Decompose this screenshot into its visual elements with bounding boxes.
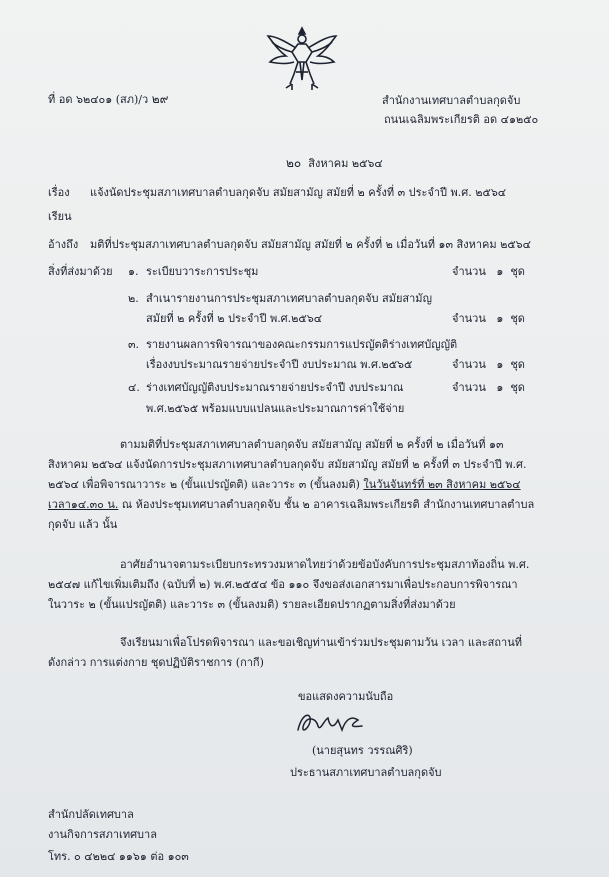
meeting-time-highlight: เวลา๑๔.๓๐ น. — [48, 498, 119, 511]
enclosure-qty-3: จำนวน ๑ ชุด — [452, 358, 525, 371]
enclosure-line-2a: สำเนารายงานการประชุมสภาเทศบาลตำบลกุดจับ สมัยสามัญ — [146, 292, 432, 305]
enclosure-qty-1: จำนวน ๑ ชุด — [452, 265, 525, 278]
body-p1-line-5: กุดจับ แล้ว นั้น — [48, 518, 118, 531]
body-p1-line-1: ตามมติที่ประชุมสภาเทศบาลตำบลกุดจับ สมัยสามัญ สมัยที่ ๒ ครั้งที่ ๒ เมื่อวันที่ ๑๓ — [120, 438, 504, 451]
body-p3-line-2: ดังกล่าว การแต่งกาย ชุดปฏิบัติราชการ (กากี) — [48, 656, 264, 669]
enclosure-line-3a: รายงานผลการพิจารณาของคณะกรรมการแปรญัตติร่างเทศบัญญัติ — [146, 338, 458, 351]
body-p2-line-3: ในวาระ ๒ (ขั้นแปรญัตติ) และวาระ ๓ (ขั้นลงมติ) รายละเอียดปรากฏตามสิ่งที่ส่งมาด้วย — [48, 598, 456, 611]
enclosure-line-2b: สมัยที่ ๒ ครั้งที่ ๒ ประจำปี พ.ศ.๒๕๖๔ — [146, 312, 323, 325]
closing-text: ขอแสดงความนับถือ — [298, 690, 394, 703]
body-p1-line-4: เวลา๑๔.๓๐ น. ณ ห้องประชุมเทศบาลตำบลกุดจับ ชั้น ๒ อาคารเฉลิมพระเกียรติ สำนักงานเทศบาลตำบล — [48, 498, 535, 511]
enclosure-num-1: ๑. — [128, 265, 139, 278]
meeting-date-highlight: ในวันจันทร์ที่ ๒๓ สิงหาคม ๒๕๖๔ — [363, 478, 521, 491]
subject-label: เรื่อง — [48, 186, 70, 199]
reference-label: อ้างถึง — [48, 238, 79, 251]
body-p1-line-3: ๒๕๖๔ เพื่อพิจารณาวาระ ๒ (ขั้นแปรญัตติ) และวาระ ๓ (ขั้นลงมติ) ในวันจันทร์ที่ ๒๓ สิงหาคม ๒๕๖๔ — [48, 478, 521, 491]
body-p3-line-1: จึงเรียนมาเพื่อโปรดพิจารณา และขอเชิญท่านเข้าร่วมประชุมตามวัน เวลา และสถานที่ — [120, 636, 522, 649]
enclosure-line-4a: ร่างเทศบัญญัติงบประมาณรายจ่ายประจำปี งบประมาณ — [146, 381, 404, 394]
enclosure-num-4: ๔. — [128, 381, 140, 394]
footer-section: งานกิจการสภาเทศบาล — [48, 828, 157, 841]
enclosure-line-4b: พ.ศ.๒๕๖๕ พร้อมแบบแปลนและประมาณการค่าใช้จ่าย — [146, 402, 405, 415]
enclosure-num-3: ๓. — [128, 338, 140, 351]
salutation-label: เรียน — [48, 210, 72, 223]
enclosure-line-1a: ระเบียบวาระการประชุม — [146, 265, 259, 278]
enclosure-num-2: ๒. — [128, 292, 139, 305]
garuda-emblem-icon — [262, 22, 342, 94]
office-name: สำนักงานเทศบาลตำบลกุดจับ — [382, 94, 521, 107]
reference-number-handwritten: ๒๙ — [151, 92, 169, 106]
signer-name: (นายสุนทร วรรณศิริ) — [312, 744, 413, 757]
date-handwritten: ๒๐ — [286, 156, 302, 170]
subject-text: แจ้งนัดประชุมสภาเทศบาลตำบลกุดจับ สมัยสามัญ สมัยที่ ๒ ครั้งที่ ๓ ประจำปี พ.ศ. ๒๕๖๔ — [90, 186, 507, 199]
enclosure-qty-4: จำนวน ๑ ชุด — [452, 381, 525, 394]
enclosure-line-3b: เรื่องงบประมาณรายจ่ายประจำปี งบประมาณ พ.ศ.๒๕๖๕ — [146, 358, 413, 371]
body-p2-line-1: อาศัยอำนาจตามระเบียบกระทรวงมหาดไทยว่าด้วยข้อบังคับการประชุมสภาท้องถิ่น พ.ศ. — [120, 558, 530, 571]
signature-icon — [292, 708, 368, 738]
body-p1-line-2: สิงหาคม ๒๕๖๔ แจ้งนัดการประชุมสภาเทศบาลตำบลกุดจับ สมัยสามัญ สมัยที่ ๒ ครั้งที่ ๓ ประจำปี พ.ศ. — [48, 458, 527, 471]
office-address: ถนนเฉลิมพระเกียรติ อด ๔๑๒๕๐ — [384, 113, 539, 126]
signer-position: ประธานสภาเทศบาลตำบลกุดจับ — [290, 766, 442, 779]
letter-date: ๒๐ สิงหาคม ๒๕๖๔ — [286, 156, 383, 170]
enclosure-qty-2: จำนวน ๑ ชุด — [452, 312, 525, 325]
footer-department: สำนักปลัดเทศบาล — [48, 808, 134, 821]
reference-number: ที่ อด ๖๒๔๐๑ (สภ)/ว ๒๙ — [48, 92, 169, 106]
body-p2-line-2: ๒๕๔๗ แก้ไขเพิ่มเติมถึง (ฉบับที่ ๒) พ.ศ.๒๕๕๔ ข้อ ๑๑๐ จึงขอส่งเอกสารมาเพื่อประกอบการพิจารณา — [48, 578, 518, 591]
footer-phone: โทร. ๐ ๔๒๒๔ ๑๑๖๑ ต่อ ๑๐๓ — [48, 850, 189, 863]
reference-text: มติที่ประชุมสภาเทศบาลตำบลกุดจับ สมัยสามัญ สมัยที่ ๒ ครั้งที่ ๒ เมื่อวันที่ ๑๓ สิงหาคม ๒๕๖๔ — [90, 238, 531, 251]
enclosures-label: สิ่งที่ส่งมาด้วย — [48, 265, 113, 278]
